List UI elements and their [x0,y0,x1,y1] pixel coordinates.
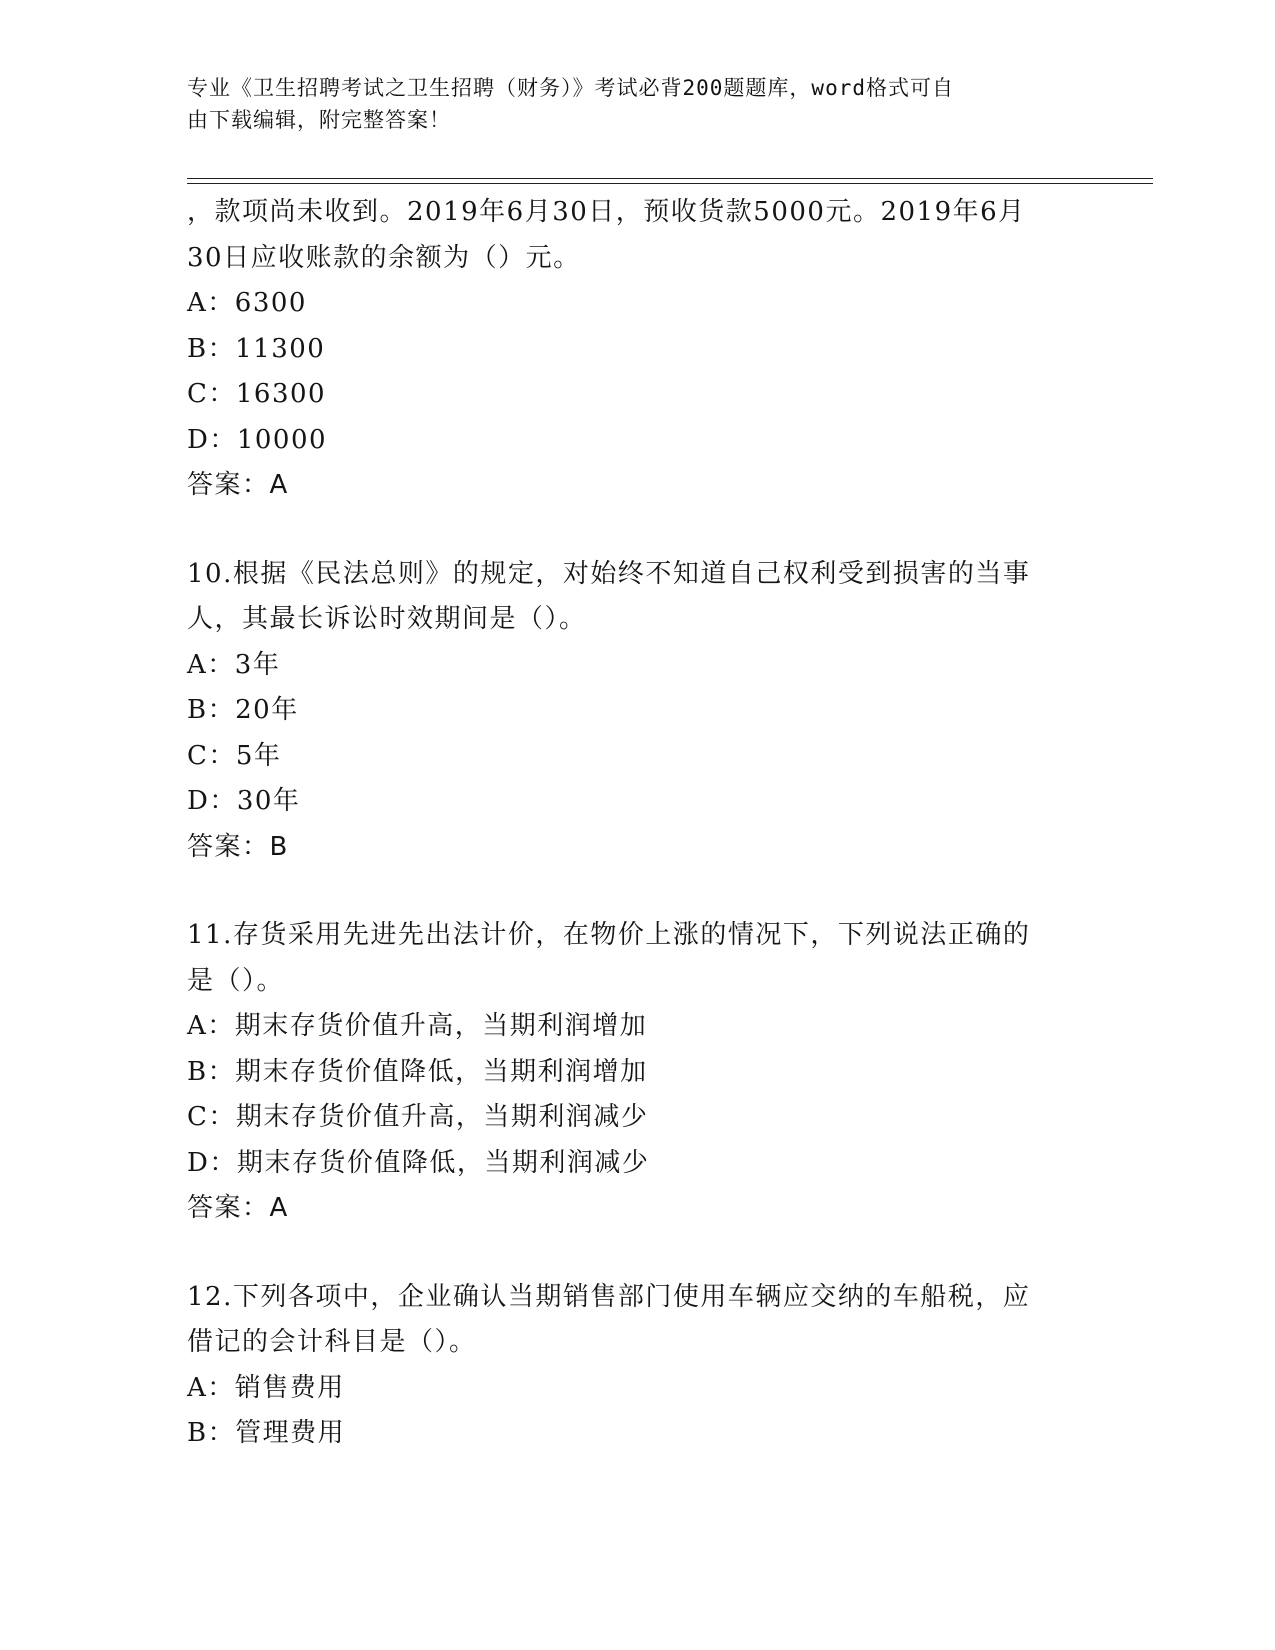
answer-line: 答案：B [187,831,289,862]
option-a: A：6300 [187,288,307,318]
option-c: C：16300 [187,379,327,409]
header-line-2: 由下载编辑，附完整答案！ [187,108,451,132]
header-divider-top [187,178,1153,179]
option-d: D：30年 [187,786,301,816]
answer-line: 答案：A [187,470,289,500]
option-b: B：20年 [187,695,299,725]
question-9 [187,190,1087,509]
question-stem-line: 10.根据《民法总则》的规定，对始终不知道自己权利受到损害的当事 [187,558,1031,589]
question-11 [187,913,1087,1232]
question-10 [187,552,1087,871]
question-stem-line: ，款项尚未收到。2019年6月30日，预收货款5000元。2019年6月 [187,197,1026,227]
question-stem-line: 人，其最长诉讼时效期间是（）。 [187,604,587,634]
document-body [187,190,1087,1457]
document-header [187,72,1087,136]
question-stem-line: 12.下列各项中，企业确认当期销售部门使用车辆应交纳的车船税，应 [187,1281,1031,1312]
option-c: C：5年 [187,740,282,771]
option-b: B：管理费用 [187,1418,346,1448]
option-a: A：3年 [187,649,281,680]
question-spacer [187,1232,1087,1275]
option-a: A：期末存货价值升高，当期利润增加 [187,1011,648,1041]
option-d: D：期末存货价值降低，当期利润减少 [187,1147,650,1178]
question-spacer [187,870,1087,913]
option-a: A：销售费用 [187,1372,345,1403]
question-stem-line: 11.存货采用先进先出法计价，在物价上涨的情况下，下列说法正确的 [187,920,1031,950]
question-stem-line: 是（）。 [187,965,285,996]
option-d: D：10000 [187,424,328,455]
option-b: B：11300 [187,333,326,364]
question-spacer [187,509,1087,552]
question-stem-line: 30日应收账款的余额为（）元。 [187,242,581,273]
question-stem-line: 借记的会计科目是（）。 [187,1327,477,1357]
option-b: B：期末存货价值降低，当期利润增加 [187,1056,648,1087]
header-divider-bottom [187,183,1153,184]
answer-line: 答案：A [187,1193,289,1223]
question-12 [187,1275,1087,1457]
option-c: C：期末存货价值升高，当期利润减少 [187,1102,649,1132]
header-line-1: 专业《卫生招聘考试之卫生招聘（财务）》考试必背200题题库，word格式可自 [187,76,954,100]
